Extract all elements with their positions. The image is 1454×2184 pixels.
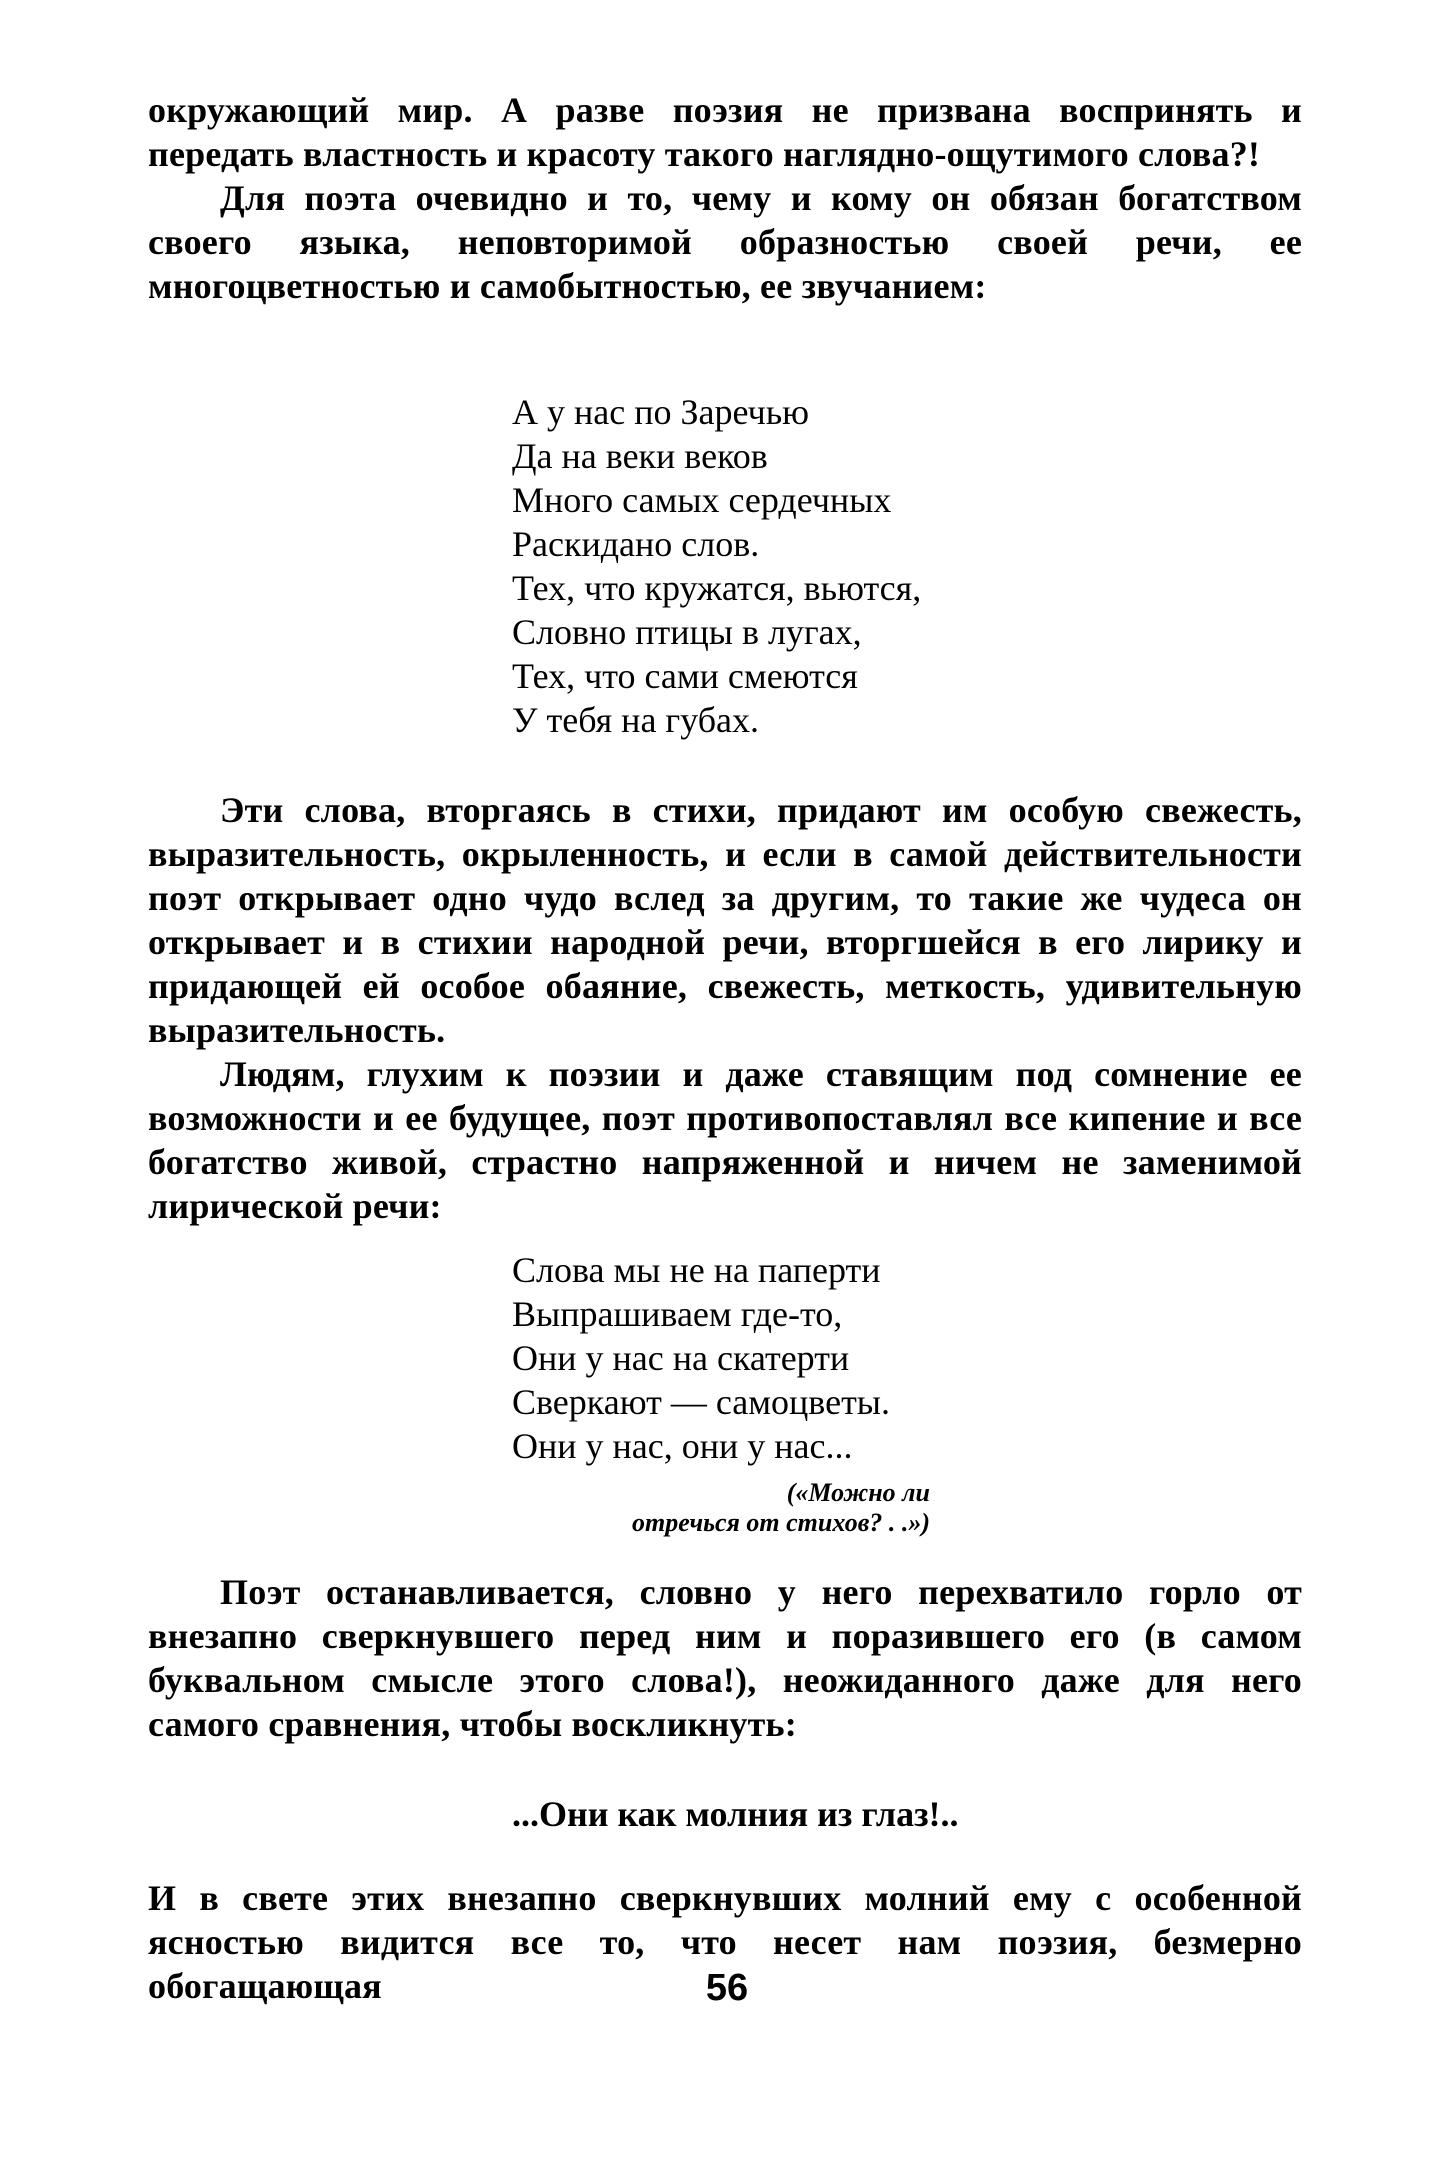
text-block-3	[148, 1570, 1302, 1746]
paragraph: Поэт останавливается, словно у него перехватило горло от внезапно сверкнувшего перед ним и поразившего его (в самом буквальном смысле этого слова!), неожиданного даже для него самого сравнения, чтобы воскликнуть:	[148, 1572, 1302, 1744]
paragraph: И в свете этих внезапно сверкнувших молний ему с особенной ясностью видится все то, что несет нам поэзия, безмерно обогащающая	[148, 1878, 1302, 2006]
verse-line: Много самых сердечных	[512, 480, 892, 520]
paragraph: Эти слова, вторгаясь в стихи, придают им особую свежесть, выразительность, окрыленность, и если в самой действительности поэт открывает одно чудо вслед за другим, то такие же чудеса он открывает и в стихии народной речи, вторгшейся в его лирику и придающей ей особое обаяние, свежесть, меткость, удивительную выразительность.	[148, 790, 1302, 1050]
verse-line: Словно птицы в лугах,	[512, 612, 862, 652]
verse-stanza-2	[512, 1248, 890, 1468]
verse-line: Они у нас на скатерти	[512, 1338, 850, 1378]
paragraph: окружающий мир. А разве поэзия не призвана воспринять и передать властность и красоту такого наглядно-ощутимого слова?!	[148, 90, 1302, 174]
verse-line: Они у нас, они у нас...	[512, 1426, 853, 1466]
verse-line: А у нас по Заречью	[512, 392, 809, 432]
paragraph: Для поэта очевидно и то, чему и кому он обязан богатством своего языка, неповторимой образностью своей речи, ее многоцветностью и самобытностью, ее звучанием:	[148, 178, 1302, 306]
citation-line: («Можно ли	[786, 1478, 930, 1507]
verse-line: У тебя на губах.	[512, 700, 760, 740]
verse-line: Да на веки веков	[512, 436, 768, 476]
paragraph: Людям, глухим к поэзии и даже ставящим под сомнение ее возможности и ее будущее, поэт противопоставлял все кипение и все богатство живой, страстно напряженной и ничем не заменимой лирической речи:	[148, 1054, 1302, 1226]
citation-line: отречься от стихов? . .»)	[632, 1508, 930, 1537]
page-number: 56	[705, 1967, 749, 2009]
verse-line: Тех, что кружатся, вьются,	[512, 568, 922, 608]
verse-line: Тех, что сами смеются	[512, 656, 858, 696]
verse-stanza-1	[512, 390, 921, 742]
verse-line: Раскидано слов.	[512, 524, 760, 564]
exclamation-line: ...Они как молния из глаз!..	[512, 1794, 959, 1834]
verse-line: Слова мы не на паперти	[512, 1250, 881, 1290]
text-block-1	[148, 88, 1302, 308]
poem-citation	[520, 1478, 930, 1538]
text-block-2	[148, 788, 1302, 1228]
verse-line: Сверкают — самоцветы.	[512, 1382, 890, 1422]
verse-line: Выпрашиваем где-то,	[512, 1294, 843, 1334]
